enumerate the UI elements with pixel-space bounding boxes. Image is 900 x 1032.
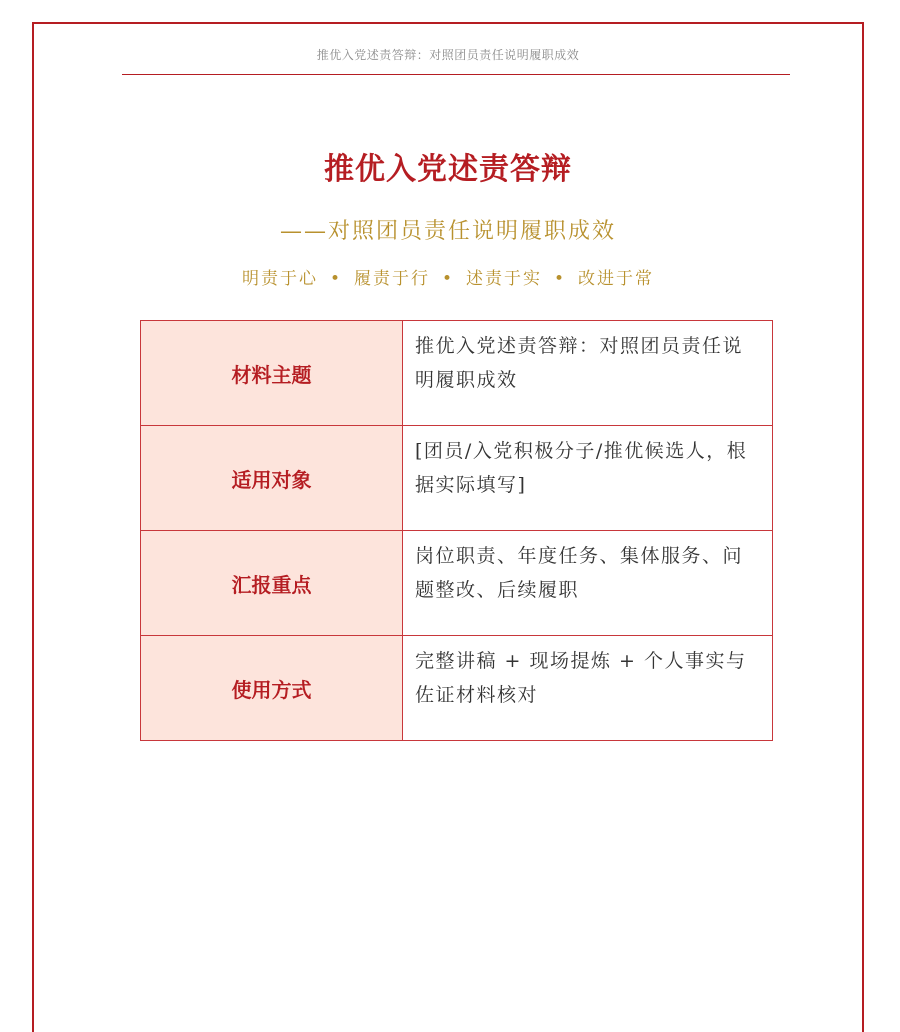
running-header: 推优入党述责答辩：对照团员责任说明履职成效 (316, 48, 580, 62)
slogan-item: 明责于心 (241, 269, 318, 289)
slogan-separator: • (441, 269, 455, 289)
row-value-focus: 岗位职责、年度任务、集体服务、问题整改、后续履职 (403, 531, 773, 636)
row-value-topic: 推优入党述责答辩：对照团员责任说明履职成效 (403, 321, 773, 426)
slogan-line (34, 264, 862, 289)
page-subtitle: ——对照团员责任说明履职成效 (279, 219, 616, 244)
table-row (141, 531, 773, 636)
slogan-item: 改进于常 (578, 269, 655, 289)
table-row (141, 636, 773, 741)
row-label-usage: 使用方式 (141, 636, 403, 741)
slogan-item: 述责于实 (466, 269, 543, 289)
row-label-focus: 汇报重点 (141, 531, 403, 636)
table-row (141, 426, 773, 531)
info-table (140, 320, 773, 741)
slogan-separator: • (329, 269, 342, 289)
page-title: 推优入党述责答辩 (324, 152, 572, 187)
row-value-usage: 完整讲稿 + 现场提炼 + 个人事实与佐证材料核对 (403, 636, 773, 741)
row-label-audience: 适用对象 (141, 426, 403, 531)
row-label-topic: 材料主题 (141, 321, 403, 426)
table-row (141, 321, 773, 426)
slogan-separator: • (554, 269, 567, 289)
row-value-audience: [团员/入党积极分子/推优候选人，根据实际填写] (403, 426, 773, 531)
slogan-item: 履责于行 (353, 269, 430, 289)
header-divider (122, 74, 790, 75)
document-page (32, 22, 864, 1032)
